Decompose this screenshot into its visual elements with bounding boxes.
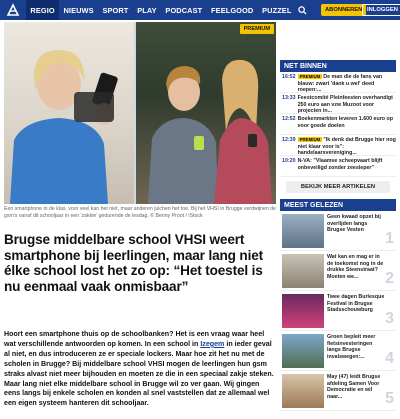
premium-tag: PREMIUM: [299, 137, 321, 142]
login-button[interactable]: INLOGGEN: [362, 4, 400, 16]
rank-number: 2: [385, 270, 394, 287]
site-logo[interactable]: [0, 0, 26, 20]
item-time: 16:52: [282, 74, 296, 80]
nav-regio[interactable]: REGIO: [26, 0, 59, 20]
most-read-item[interactable]: [280, 251, 396, 291]
nav-feelgood[interactable]: FEELGOOD: [211, 5, 254, 15]
item-time: 10:20: [282, 158, 296, 164]
thumbnail: [282, 334, 324, 368]
item-title: N-VA: "Vlaamse scheepvaart blijft onbeveiligd zonder zeesleper": [297, 158, 383, 171]
more-articles-button[interactable]: BEKIJK MEER ARTIKELEN: [286, 181, 390, 193]
nav-play[interactable]: PLAY: [137, 5, 157, 15]
meest-gelezen-title: MEEST GELEZEN: [280, 199, 396, 211]
net-binnen-item[interactable]: [280, 135, 396, 156]
nav-nieuws[interactable]: NIEUWS: [63, 5, 94, 15]
nav-sport[interactable]: SPORT: [102, 5, 129, 15]
top-navigation: [0, 0, 400, 20]
hero-photo-students: [136, 22, 276, 204]
nav-podcast[interactable]: PODCAST: [165, 5, 203, 15]
most-read-item[interactable]: [280, 211, 396, 251]
hero-image[interactable]: [4, 22, 276, 204]
lead-text-start: Hoort een smartphone thuis op de schoolbanken? Het is een vraag waar heel wat verschillende antwoorden op komen. In een school in: [4, 330, 265, 348]
rank-number: 5: [385, 390, 394, 407]
article-lead: [4, 330, 276, 409]
most-read-item[interactable]: [280, 331, 396, 371]
net-binnen-item[interactable]: [280, 156, 396, 177]
hero-photo-teacher: [4, 22, 134, 204]
item-time: 12:39: [282, 137, 296, 143]
item-time: 13:33: [282, 95, 296, 101]
item-title: Feestcomité Pleinfeesten overhandigt 250 euro aan vzw Muzoot voor projecten in...: [297, 95, 393, 114]
item-title: Wat kan en mag er in de toekomst nog in de drukke Steenstraat? Moeten we...: [327, 254, 384, 280]
most-read-item[interactable]: [280, 371, 396, 411]
image-caption: Een smartphone in de klas, voor veel kan het niet, maar anderen juichen het toe. Bij het VHSI in Brugge verdwijnen de gsm's vanaf dit schooljaar in een 'zakkie' gedurende de lesdag. © Benny Proot / iStock: [4, 206, 276, 219]
thumbnail: [282, 214, 324, 248]
item-title: Boekenmarkten leveren 1.600 euro op voor goede doelen: [297, 116, 393, 129]
item-title: Geen kwaad opzet bij overlijden langs Brugse Vesten: [327, 214, 381, 234]
search-icon[interactable]: [296, 0, 310, 20]
link-izegem[interactable]: Izegem: [200, 339, 225, 348]
main-nav: [26, 0, 310, 20]
premium-tag: PREMIUM: [299, 74, 321, 79]
net-binnen-item[interactable]: [280, 72, 396, 93]
subscribe-button[interactable]: ABONNEREN: [321, 4, 366, 16]
logo-icon: [6, 3, 20, 17]
lead-text-end: in ieder geval al niet, en dus introduceren ze er speciale lockers. Maar hoe zit het nu met de scholen in Brugge? Bij middelbare school VHSI mogen de leerlingen hun gsm straks alvast niet meer bijhouden en moeten ze die in een speciaal zakje steken. Maar lang niet elke middelbare school in Brugge wil zo ver gaan. Wij gingen eens langs bij enkele scholen en konden al snel vaststellen dat ze allemaal wel een eigen systeem hanteren dit schooljaar.: [4, 339, 274, 408]
nav-puzzel[interactable]: PUZZEL: [262, 5, 292, 15]
rank-number: 1: [385, 230, 394, 247]
item-title: Groen bepleit meer fietsinvesteringen langs Brugse invalswegen:...: [327, 334, 376, 360]
rank-number: 4: [385, 350, 394, 367]
net-binnen-item[interactable]: [280, 114, 396, 135]
item-time: 12:52: [282, 116, 296, 122]
item-title: Twee dagen Burlesque Festival in Brugse Stadsschouwburg: [327, 294, 385, 314]
net-binnen-title: NET BINNEN: [280, 60, 396, 72]
most-read-item[interactable]: [280, 291, 396, 331]
thumbnail: [282, 254, 324, 288]
item-title: May (47) leidt Brugse afdeling Samen Voor Democratie en wil naar...: [327, 374, 381, 400]
premium-badge: PREMIUM: [240, 24, 274, 34]
thumbnail: [282, 374, 324, 408]
rank-number: 3: [385, 310, 394, 327]
thumbnail: [282, 294, 324, 328]
sidebar: [280, 60, 396, 411]
article-headline: Brugse middelbare school VHSI weert smartphone bij leerlingen, maar lang niet élke school lost het zo op: “Het toestel is nu eenmaal vaak onmisbaar”: [4, 232, 263, 294]
item-title: "Ik denk dat Brugge hier nog niet klaar voor is": handelaarsvereniging...: [297, 137, 396, 156]
item-title: De man die de fans van blauw: zwart 'dank u wel' deed roepen:...: [297, 74, 383, 93]
net-binnen-item[interactable]: [280, 93, 396, 114]
